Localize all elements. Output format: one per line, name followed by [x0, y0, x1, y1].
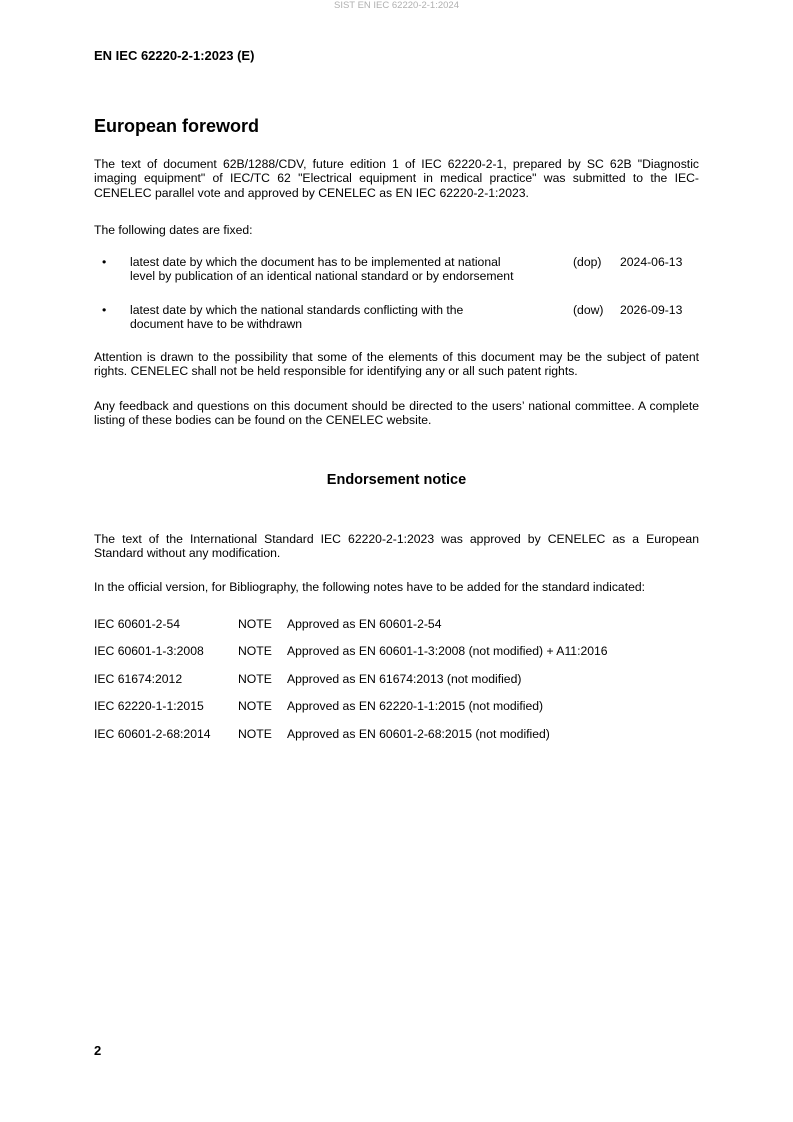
date-value: 2024-06-13 — [620, 255, 683, 269]
date-code: (dop) — [573, 255, 602, 269]
date-item-dop — [0, 255, 793, 285]
endorsement-text: The text of the International Standard IEC 62220-2-1:2023 was approved by CENELEC as a European Standard without any modification. — [94, 532, 699, 561]
page-number: 2 — [94, 1043, 102, 1058]
bullet-marker: • — [102, 303, 107, 317]
note-text: Approved as EN 61674:2013 (not modified) — [287, 672, 522, 686]
note-label: NOTE — [238, 672, 272, 686]
note-label: NOTE — [238, 699, 272, 713]
patent-notice: Attention is drawn to the possibility that some of the elements of this document may be the subject of patent rights. CENELEC shall not be held responsible for identifying any or all such patent rights. — [94, 350, 699, 379]
date-value: 2026-09-13 — [620, 303, 683, 317]
date-description: latest date by which the document has to be implemented at national level by publication of an identical national standard or by endorsement — [130, 255, 514, 284]
note-reference: IEC 62220-1-1:2015 — [94, 699, 204, 713]
note-text: Approved as EN 60601-1-3:2008 (not modified) + A11:2016 — [287, 644, 608, 658]
feedback-notice: Any feedback and questions on this document should be directed to the users’ national committee. A complete listing of these bodies can be found on the CENELEC website. — [94, 399, 699, 428]
notes-intro: In the official version, for Bibliography, the following notes have to be added for the standard indicated: — [94, 580, 646, 594]
endorsement-title: Endorsement notice — [326, 472, 467, 488]
date-description: latest date by which the national standards conflicting with the document have to be withdrawn — [130, 303, 464, 332]
note-reference: IEC 60601-2-54 — [94, 617, 181, 631]
note-label: NOTE — [238, 644, 272, 658]
date-code: (dow) — [573, 303, 604, 317]
date-item-dow — [0, 303, 793, 333]
note-reference: IEC 60601-1-3:2008 — [94, 644, 204, 658]
note-label: NOTE — [238, 617, 272, 631]
watermark: SIST EN IEC 62220-2-1:2024 — [334, 0, 459, 11]
document-id: EN IEC 62220-2-1:2023 (E) — [94, 48, 255, 63]
note-reference: IEC 60601-2-68:2014 — [94, 727, 211, 741]
note-label: NOTE — [238, 727, 272, 741]
note-text: Approved as EN 62220-1-1:2015 (not modified) — [287, 699, 544, 713]
bullet-marker: • — [102, 255, 107, 269]
dates-intro: The following dates are fixed: — [94, 223, 253, 237]
note-reference: IEC 61674:2012 — [94, 672, 183, 686]
foreword-title: European foreword — [94, 116, 260, 136]
note-text: Approved as EN 60601-2-68:2015 (not modified) — [287, 727, 550, 741]
note-text: Approved as EN 60601-2-54 — [287, 617, 442, 631]
foreword-intro: The text of document 62B/1288/CDV, future edition 1 of IEC 62220-2-1, prepared by SC 62B "Diagnostic imaging equipment" of IEC/TC 62 "Electrical equipment in medical practice" was submitted to the IEC-CENELEC parallel vote and approved by CENELEC as EN IEC 62220-2-1:2023. — [94, 157, 699, 200]
